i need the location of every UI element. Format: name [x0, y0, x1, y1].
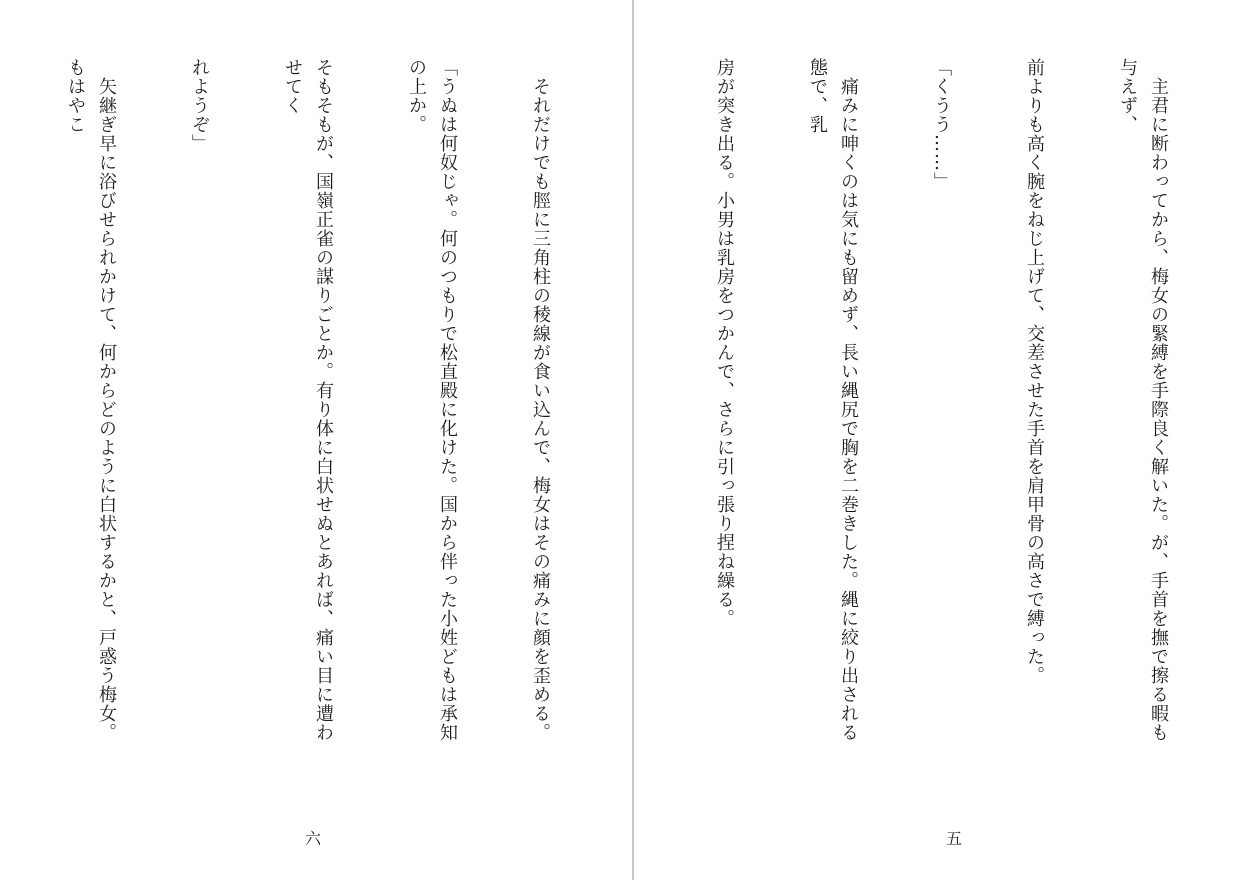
- text-line: 主君に断わってから、梅女の緊縛を手際良く解いた。が、手首を撫で擦る暇も与えず、: [1117, 58, 1169, 742]
- right-page-text: [656, 58, 1236, 758]
- text-line: 矢継ぎ早に浴びせられかけて、何からどのように白状するかと、戸惑う梅女。もはやこ: [65, 58, 117, 742]
- text-line: それだけでも脛に三角柱の稜線が食い込んで、梅女はその痛みに顔を歪める。: [530, 58, 551, 742]
- left-page-text: [18, 58, 618, 758]
- page-number-left: 六: [304, 829, 321, 848]
- text-line: 前よりも高く腕をねじ上げて、交差させた手首を肩甲骨の高さで縛った。: [1024, 58, 1045, 685]
- text-line: 痛みに呻くのは気にも留めず、長い縄尻で胸を二巻きした。縄に絞り出される態で、乳: [807, 58, 859, 742]
- text-line: そもそもが、国嶺正雀の謀りごとか。有り体に白状せぬとあれば、痛い目に遭わせてく: [282, 58, 334, 742]
- page-number-right: 五: [945, 829, 962, 848]
- text-line: 房が突き出る。小男は乳房をつかんで、さらに引っ張り捏ね繰る。: [714, 58, 735, 628]
- text-line: 「うぬは何奴じゃ。何のつもりで松直殿に化けた。国から伴った小姓どもは承知の上か。: [406, 58, 458, 742]
- text-line: 「くうう……」: [931, 58, 952, 191]
- right-page: [634, 0, 1260, 880]
- text-line: れようぞ」: [189, 58, 210, 153]
